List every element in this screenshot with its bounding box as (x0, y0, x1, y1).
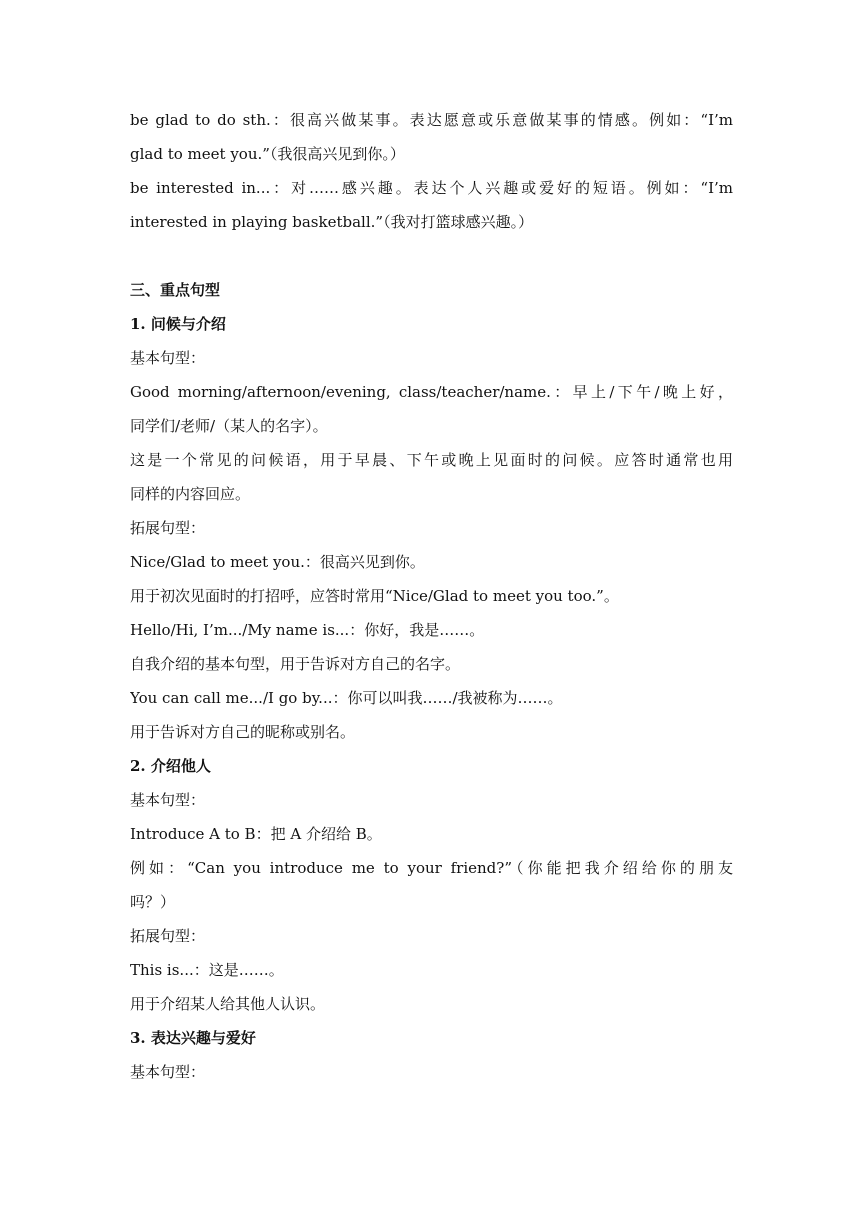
document-page (130, 103, 733, 1089)
paragraph-line: You can call me.../I go by...：你可以叫我……/我被称为……。 (130, 689, 563, 707)
paragraph-line: be interested in...：对……感兴趣。表达个人兴趣或爱好的短语。例如：“I’m (130, 179, 733, 197)
paragraph-line: 基本句型： (130, 791, 206, 809)
paragraph-line: Introduce A to B：把 A 介绍给 B。 (130, 825, 382, 843)
paragraph-line: 用于告诉对方自己的昵称或别名。 (130, 723, 356, 741)
paragraph-line: Good morning/afternoon/evening, class/teacher/name.：早上/下午/晚上好， (130, 383, 733, 401)
paragraph-line: 吗？） (130, 893, 176, 911)
paragraph-line: This is...：这是……。 (130, 961, 284, 979)
subsection-heading: 1. 问候与介绍 (130, 315, 226, 333)
paragraph-line: 同样的内容回应。 (130, 485, 251, 503)
paragraph-line: Nice/Glad to meet you.：很高兴见到你。 (130, 553, 425, 571)
paragraph-line: 拓展句型： (130, 519, 206, 537)
paragraph-line: Hello/Hi, I’m.../My name is...：你好，我是……。 (130, 621, 485, 639)
subsection-heading: 2. 介绍他人 (130, 757, 211, 775)
paragraph-line: 基本句型： (130, 349, 206, 367)
section-heading: 三、重点句型 (130, 281, 221, 299)
paragraph-line: 基本句型： (130, 1063, 206, 1081)
subsection-heading: 3. 表达兴趣与爱好 (130, 1029, 256, 1047)
paragraph-line: interested in playing basketball.”（我对打篮球感兴趣。） (130, 213, 534, 231)
paragraph-line: 用于介绍某人给其他人认识。 (130, 995, 326, 1013)
paragraph-line: 这是一个常见的问候语，用于早晨、下午或晚上见面时的问候。应答时通常也用 (130, 451, 733, 469)
paragraph-line: be glad to do sth.：很高兴做某事。表达愿意或乐意做某事的情感。例如：“I’m (130, 111, 733, 129)
paragraph-line: 拓展句型： (130, 927, 206, 945)
paragraph-line: 例如：“Can you introduce me to your friend?”（你能把我介绍给你的朋友 (130, 859, 733, 877)
paragraph-line: 自我介绍的基本句型，用于告诉对方自己的名字。 (130, 655, 461, 673)
paragraph-line: 用于初次见面时的打招呼，应答时常用“Nice/Glad to meet you too.”。 (130, 587, 619, 605)
blank-line (130, 239, 733, 273)
paragraph-line: 同学们/老师/（某人的名字）。 (130, 417, 328, 435)
paragraph-line: glad to meet you.”（我很高兴见到你。） (130, 145, 405, 163)
